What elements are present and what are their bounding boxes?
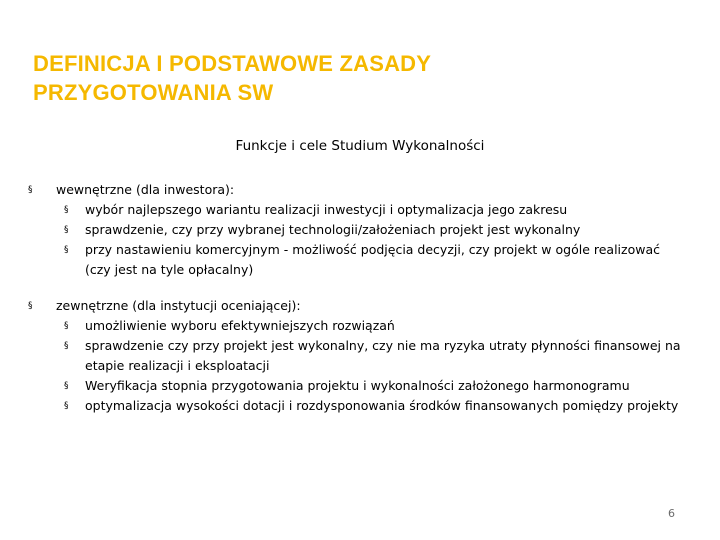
bullet-icon: § <box>64 205 69 215</box>
slide-title <box>33 49 633 107</box>
group-heading: zewnętrzne (dla instytucji oceniającej): <box>56 298 301 313</box>
bullet-icon: § <box>28 301 33 311</box>
page-number: 6 <box>668 507 675 520</box>
slide-subtitle: Funkcje i cele Studium Wykonalności <box>235 138 485 154</box>
slide-title-line-1: DEFINICJA I PODSTAWOWE ZASADY <box>33 51 432 76</box>
bullet-icon: § <box>64 401 69 411</box>
list-item <box>56 240 689 280</box>
list-item-text: Weryfikacja stopnia przygotowania projektu i wykonalności założonego harmonogramu <box>85 378 630 393</box>
bullet-group-internal <box>56 180 696 280</box>
bullet-icon: § <box>64 225 69 235</box>
bullet-icon: § <box>28 185 33 195</box>
list-item-text: wybór najlepszego wariantu realizacji inwestycji i optymalizacja jego zakresu <box>85 202 568 217</box>
slide-title-line-2: PRZYGOTOWANIA SW <box>33 80 274 105</box>
list-item-text: optymalizacja wysokości dotacji i rozdysponowania środków finansowanych pomiędzy projekty <box>85 398 679 413</box>
list-item-text: sprawdzenie czy przy projekt jest wykonalny, czy nie ma ryzyka utraty płynności finansowej na etapie realizacji i eksploatacji <box>85 338 681 373</box>
bullet-icon: § <box>64 381 69 391</box>
group-heading: wewnętrzne (dla inwestora): <box>56 182 235 197</box>
list-item-text: umożliwienie wyboru efektywniejszych rozwiązań <box>85 318 395 333</box>
list-item <box>56 336 689 376</box>
bullet-icon: § <box>64 341 69 351</box>
sub-bullet-list <box>56 200 696 280</box>
list-item-text: przy nastawieniu komercyjnym - możliwość podjęcia decyzji, czy projekt w ogóle realizować (czy jest na tyle opłacalny) <box>85 242 660 277</box>
list-item <box>56 316 689 336</box>
list-item <box>56 220 689 240</box>
bullet-group-external <box>56 296 696 416</box>
list-item-text: sprawdzenie, czy przy wybranej technologii/założeniach projekt jest wykonalny <box>85 222 581 237</box>
list-item <box>56 396 689 416</box>
list-item <box>56 200 689 220</box>
bullet-icon: § <box>64 245 69 255</box>
bullet-icon: § <box>64 321 69 331</box>
sub-bullet-list <box>56 316 696 416</box>
list-item <box>56 376 689 396</box>
